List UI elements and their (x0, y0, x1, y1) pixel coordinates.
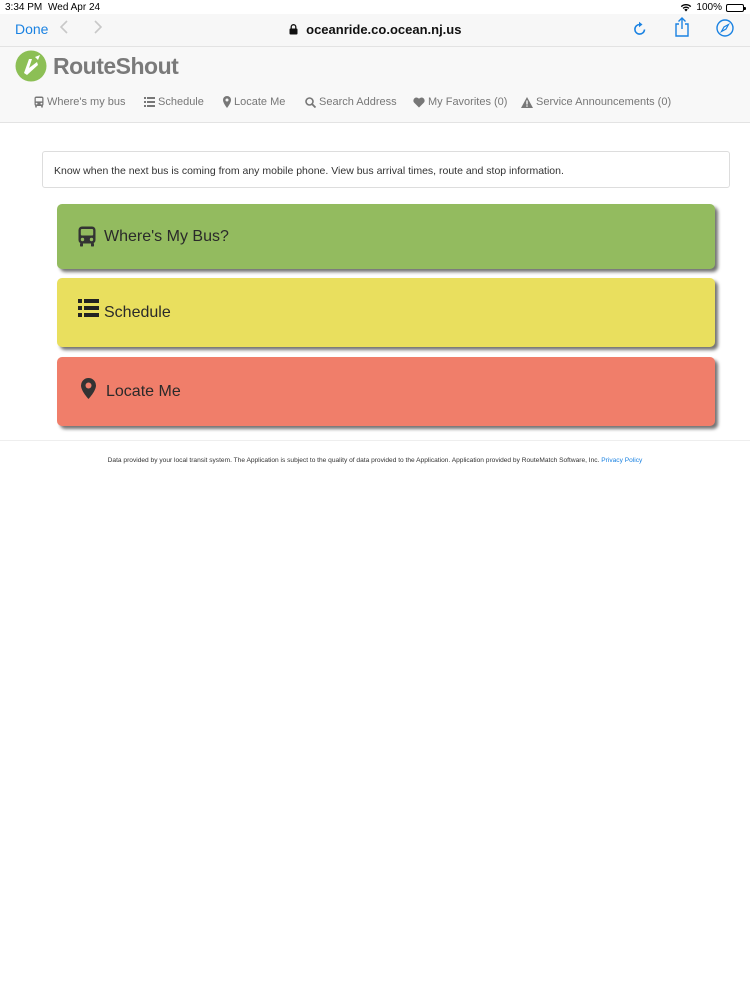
map-marker-icon (223, 96, 231, 108)
bus-icon (34, 96, 44, 108)
wheres-my-bus-button[interactable] (57, 204, 715, 269)
footer-divider (0, 440, 750, 441)
nav-locate-me[interactable] (223, 96, 305, 108)
button-label: Locate Me (106, 382, 181, 400)
locate-me-button[interactable] (57, 357, 715, 426)
nav-wheres-my-bus[interactable] (34, 96, 144, 108)
bus-icon (78, 226, 96, 247)
done-button[interactable]: Done (15, 21, 49, 37)
intro-text: Know when the next bus is coming from any mobile phone. View bus arrival times, route and stop information. (54, 165, 564, 177)
reload-icon[interactable] (633, 21, 647, 41)
nav-label: Search Address (319, 96, 397, 108)
privacy-policy-link[interactable]: Privacy Policy (601, 457, 643, 464)
nav-label: Locate Me (234, 96, 286, 108)
site-header (0, 46, 750, 123)
status-date: Wed Apr 24 (48, 2, 101, 13)
nav-service-announcements[interactable] (521, 96, 671, 108)
nav-my-favorites[interactable] (413, 96, 521, 108)
search-icon (305, 97, 316, 108)
routeshout-logo[interactable] (15, 50, 178, 82)
map-marker-icon (81, 378, 96, 399)
nav-schedule[interactable] (144, 96, 223, 108)
browser-toolbar (0, 14, 750, 46)
heart-icon (413, 97, 425, 108)
wifi-icon (680, 3, 692, 12)
nav-label: My Favorites (0) (428, 96, 508, 108)
battery-icon (726, 4, 744, 12)
routeshout-logo-icon (15, 50, 47, 82)
footer-text: Data provided by your local transit system. The Application is subject to the quality of data provided to the Application. Application provided by RouteMatch Software, Inc. (107, 457, 600, 464)
url-text: oceanride.co.ocean.nj.us (306, 22, 462, 37)
share-icon[interactable] (674, 17, 690, 42)
footer (0, 457, 750, 464)
battery-percent: 100% (696, 2, 722, 13)
nav-label: Service Announcements (0) (536, 96, 672, 108)
button-label: Schedule (104, 303, 171, 321)
status-time: 3:34 PM (5, 2, 43, 13)
main-nav (34, 96, 671, 108)
compass-icon[interactable] (716, 19, 734, 42)
warning-icon (521, 97, 533, 108)
list-icon (78, 299, 99, 317)
list-icon (144, 97, 155, 107)
button-label: Where's My Bus? (104, 227, 229, 245)
status-bar (0, 0, 750, 14)
status-right (680, 2, 744, 13)
intro-panel (42, 151, 730, 188)
nav-label: Where's my bus (47, 96, 126, 108)
nav-search-address[interactable] (305, 96, 413, 108)
nav-label: Schedule (158, 96, 204, 108)
logo-text: RouteShout (53, 52, 179, 79)
schedule-button[interactable] (57, 278, 715, 347)
lock-icon (289, 24, 298, 35)
